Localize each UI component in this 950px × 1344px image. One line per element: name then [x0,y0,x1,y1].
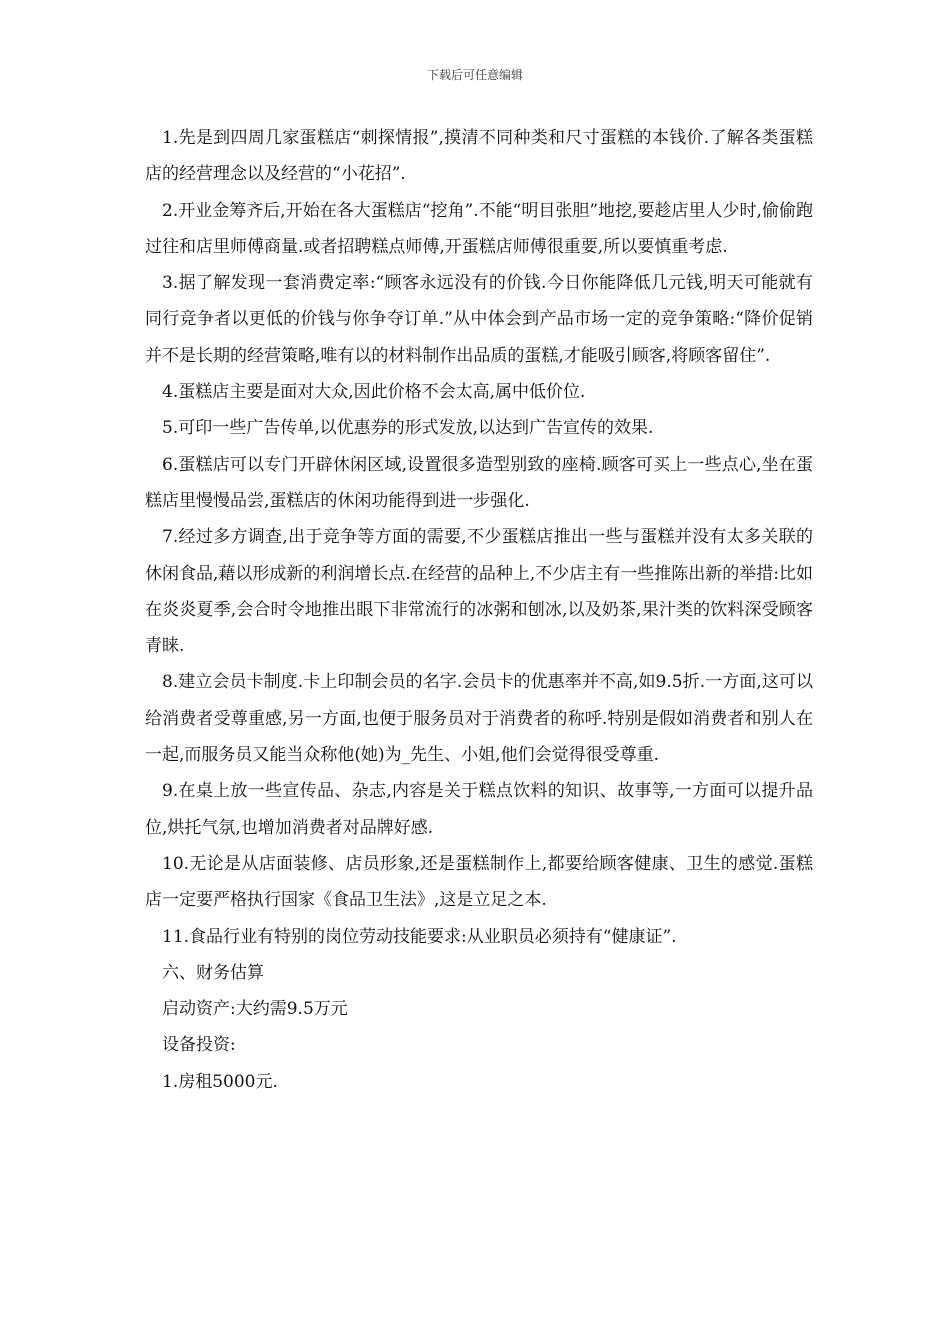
paragraph-8: 8.建立会员卡制度.卡上印制会员的名字.会员卡的优惠率并不高,如9.5折.一方面,这可以给消费者受尊重感,另一方面,也便于服务员对于消费者的称呼.特别是假如消费者和别人在一起,而服务员又能当众称他(她)为_先生、小姐,他们会觉得很受尊重. [145,672,813,766]
page-header-note: 下载后可任意编辑 [426,68,523,82]
paragraph-6: 6.蛋糕店可以专门开辟休闲区域,设置很多造型别致的座椅.顾客可买上一些点心,坐在蛋糕店里慢慢品尝,蛋糕店的休闲功能得到进一步强化. [145,454,813,511]
paragraph-7: 7.经过多方调查,出于竞争等方面的需要,不少蛋糕店推出一些与蛋糕并没有太多关联的休闲食品,藉以形成新的利润增长点.在经营的品种上,不少店主有一些推陈出新的举措:比如在炎炎夏季,会合时令地推出眼下非常流行的冰粥和刨冰,以及奶茶,果汁类的饮料深受顾客青睐. [145,527,813,657]
paragraph-4: 4.蛋糕店主要是面对大众,因此价格不会太高,属中低价位. [162,382,586,403]
paragraph-2: 2.开业金筹齐后,开始在各大蛋糕店“挖角”.不能“明目张胆”地挖,要趁店里人少时,偷偷跑过往和店里师傅商量.或者招聘糕点师傅,开蛋糕店师傅很重要,所以要慎重考虑. [145,200,813,257]
paragraph-3: 3.据了解发现一套消费定率:“顾客永远没有的价钱.今日你能降低几元钱,明天可能就有同行竞争者以更低的价钱与你争夺订单.”从中体会到产品市场一定的竞争策略:“降价促销并不是长期的经营策略,唯有以的材料制作出品质的蛋糕,才能吸引顾客,将顾客留住”. [145,273,813,366]
paragraph-rent: 1.房租5000元. [162,1071,278,1092]
paragraph-equipment-investment: 设备投资: [162,1035,236,1056]
paragraph-11: 11.食品行业有特别的岗位劳动技能要求:从业职员必须持有“健康证”. [162,926,677,947]
section-heading-finance: 六、财务估算 [162,962,264,983]
paragraph-9: 9.在桌上放一些宣传品、杂志,内容是关于糕点饮料的知识、故事等,一方面可以提升品位,烘托气氛,也增加消费者对品牌好感. [145,781,813,838]
document-body [145,120,813,1100]
paragraph-5: 5.可印一些广告传单,以优惠券的形式发放,以达到广告宣传的效果. [162,418,654,439]
paragraph-1: 1.先是到四周几家蛋糕店“刺探情报”,摸清不同种类和尺寸蛋糕的本钱价.了解各类蛋糕店的经营理念以及经营的“小花招”. [145,128,813,185]
paragraph-startup-capital: 启动资产:大约需9.5万元 [162,999,348,1020]
paragraph-10: 10.无论是从店面装修、店员形象,还是蛋糕制作上,都要给顾客健康、卫生的感觉.蛋糕店一定要严格执行国家《食品卫生法》,这是立足之本. [145,853,813,911]
